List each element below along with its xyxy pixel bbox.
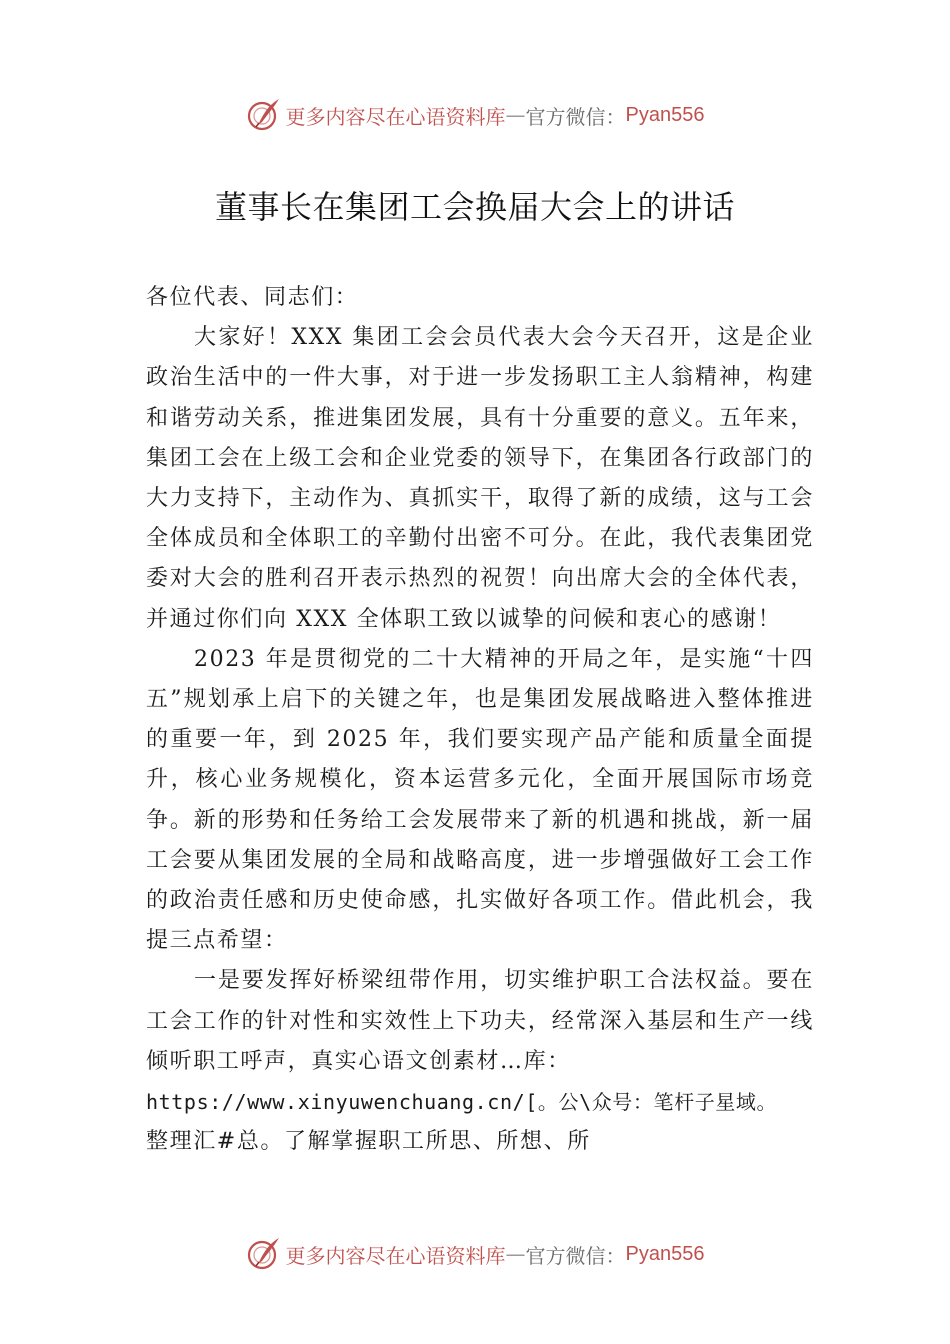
paragraph-opening: 大家好！XXX 集团工会会员代表大会今天召开，这是企业政治生活中的一件大事，对于进一步发扬职工主人翁精神，构建和谐劳动关系，推进集团发展，具有十分重要的意义。五年来，集团工会在上级工会和企业党委的领导下，在集团各行政部门的大力支持下，主动作为、真抓实干，取得了新的成绩，这与工会全体成员和全体职工的辛勤付出密不可分。在此，我代表集团党委对大会的胜利召开表示热烈的祝贺！向出席大会的全体代表，并通过你们向 XXX 全体职工致以诚挚的问候和衷心的感谢！: [146, 325, 814, 632]
paragraph-outlook: 2023 年是贯彻党的二十大精神的开局之年，是实施“十四五”规划承上启下的关键之年，也是集团发展战略进入整体推进的重要一年，到 2025 年，我们要实现产品产能和质量全面提升，核心业务规模化，资本运营多元化，全面开展国际市场竞争。新的形势和任务给工会发展带来了新的机遇和挑战，新一届工会要从集团发展的全局和战略高度，进一步增强做好工会工作的政治责任感和历史使命感，扎实做好各项工作。借此机会，我提三点希望：: [146, 646, 814, 954]
quill-pen-seal-icon: [246, 1236, 282, 1272]
watermark-separator: —: [505, 1242, 526, 1266]
footer-watermark-banner: [0, 1234, 950, 1274]
url-line: https://www.xinyuwenchuang.cn/[。公\众号：笔杆子星域。: [146, 1090, 778, 1115]
quill-pen-seal-icon: [246, 97, 282, 133]
watermark-wechat-id: Pyan556: [625, 1242, 705, 1265]
document-title: 董事长在集团工会换届大会上的讲话: [214, 188, 735, 226]
header-watermark-banner: [0, 95, 950, 135]
watermark-separator: —: [505, 103, 526, 127]
watermark-wechat-id: Pyan556: [625, 103, 705, 126]
document-body: [146, 278, 814, 1162]
watermark-brand-text: 更多内容尽在心语资料库: [285, 1243, 506, 1268]
watermark-brand-text: 更多内容尽在心语资料库: [285, 104, 506, 129]
paragraph-first-hope: 一是要发挥好桥梁纽带作用，切实维护职工合法权益。要在工会工作的针对性和实效性上下功夫，经常深入基层和生产一线倾听职工呼声，真实心语文创素材…库：: [146, 968, 814, 1074]
salutation: 各位代表、同志们：: [146, 285, 359, 310]
last-line: 整理汇#总。了解掌握职工所思、所想、所: [146, 1129, 591, 1155]
watermark-wechat-label: 官方微信：: [525, 104, 626, 129]
watermark-wechat-label: 官方微信：: [525, 1243, 626, 1268]
